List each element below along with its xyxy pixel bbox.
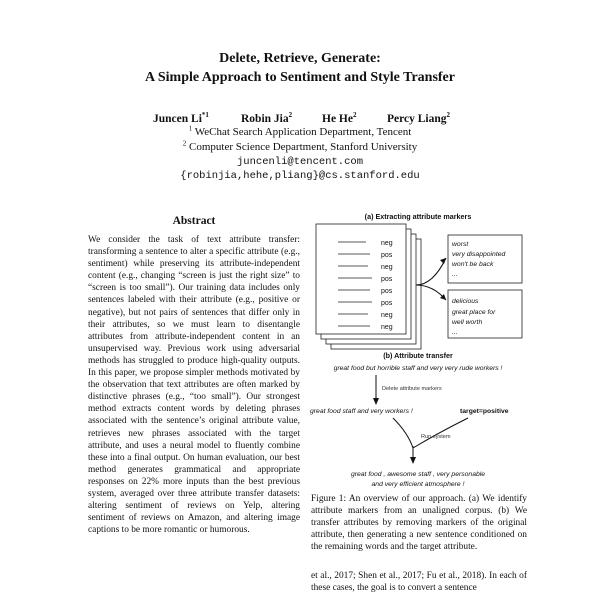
delete-step-label: Delete attribute markers bbox=[382, 386, 442, 392]
sentence-label: pos bbox=[381, 252, 393, 259]
author-email: juncenli@tencent.com bbox=[236, 156, 364, 168]
positive-marker: great place for bbox=[452, 309, 496, 316]
output-sentence-line: and very efficient atmosphere ! bbox=[371, 481, 465, 488]
sentence-label: neg bbox=[381, 264, 393, 271]
merge-arrow-left bbox=[393, 418, 413, 448]
panel-a-title: (a) Extracting attribute markers bbox=[364, 212, 472, 221]
sentence-label: pos bbox=[381, 288, 393, 295]
negative-marker: very disappointed bbox=[452, 251, 506, 258]
abstract-body: We consider the task of text attribute transfer: transforming a sentence to alter a specific attribute (e.g., sentiment) while preserving its attribute-independent content (e.g., changing “screen is just the right size” to “screen is too small”). Our training data includes only sentences labeled with their attribute (e.g., positive or negative), but not pairs of sentences that differ only in their attributes, so we must learn to disentangle attributes from attribute-independent content in an unsupervised way. Previous work using adversarial methods has struggled to produce high-quality outputs. In this paper, we propose simpler methods motivated by the observation that text attributes are often marked by distinctive phrases (e.g., “too small”). Our strongest method extracts content words by deleting phrases associated with the sentence’s original attribute value, retrieves new phrases associated with the target attribute, and uses a neural model to fluently combine these into a final output. On human evaluation, our best method generates grammatical and appropriate responses on 22% more inputs than the best previous system, averaged over three attribute transfer datasets: altering sentiment of reviews on Yelp, altering sentiment of reviews on Amazon, and altering image captions to be more romantic or humorous. bbox=[88, 235, 300, 536]
sentence-label: neg bbox=[381, 324, 393, 331]
sentence-label: pos bbox=[381, 300, 393, 307]
positive-marker: ... bbox=[452, 329, 458, 336]
output-sentence-line: great food , awesome staff , very personable bbox=[350, 471, 486, 478]
affiliation: $^1$ WeChat Search Application Department, Tencent bbox=[188, 124, 412, 138]
positive-marker: delicious bbox=[452, 298, 479, 305]
target-attribute: target=positive bbox=[460, 408, 509, 415]
panel-b-title: (b) Attribute transfer bbox=[383, 351, 453, 360]
figure-caption: Figure 1: An overview of our approach. (a) We identify attribute markers from an unaligned corpus. (b) We transfer attributes by removing markers of the original attribute, then generating a new sentence conditioned on the remaining words and the target attribute. bbox=[311, 494, 527, 553]
body-text: et al., 2017; Shen et al., 2017; Fu et al., 2018). In each of these cases, the goal is to convert a sentence bbox=[311, 571, 527, 594]
title-line-2: A Simple Approach to Sentiment and Style Transfer bbox=[145, 70, 455, 85]
arrowhead-icon bbox=[410, 457, 416, 464]
sentence-label: pos bbox=[381, 276, 393, 283]
author-name: Percy Liang$^2$ bbox=[387, 111, 451, 125]
author-name: Robin Jia$^2$ bbox=[241, 111, 293, 125]
affiliation: $^2$ Computer Science Department, Stanford University bbox=[182, 139, 418, 153]
positive-marker: well worth bbox=[452, 319, 483, 326]
author-email: {robinjia,hehe,pliang}@cs.stanford.edu bbox=[180, 170, 420, 182]
title-line-1: Delete, Retrieve, Generate: bbox=[219, 51, 381, 66]
negative-marker: ... bbox=[452, 271, 458, 278]
author-name: He He$^2$ bbox=[322, 111, 357, 125]
negative-marker: worst bbox=[452, 241, 469, 248]
content-words: great food staff and very workers ! bbox=[310, 408, 413, 415]
merge-arrow-right bbox=[413, 418, 468, 448]
arrowhead-icon bbox=[373, 398, 379, 405]
abstract-heading: Abstract bbox=[172, 215, 216, 227]
run-step-label: Run system bbox=[421, 434, 451, 440]
negative-marker: won't be back bbox=[452, 261, 494, 268]
paper-title bbox=[0, 49, 600, 87]
sentence-label: neg bbox=[381, 240, 393, 247]
sentence-label: neg bbox=[381, 312, 393, 319]
author-name: Juncen Li$^{*1}$ bbox=[153, 111, 209, 125]
source-sentence: great food but horrible staff and very very rude workers ! bbox=[333, 365, 503, 372]
